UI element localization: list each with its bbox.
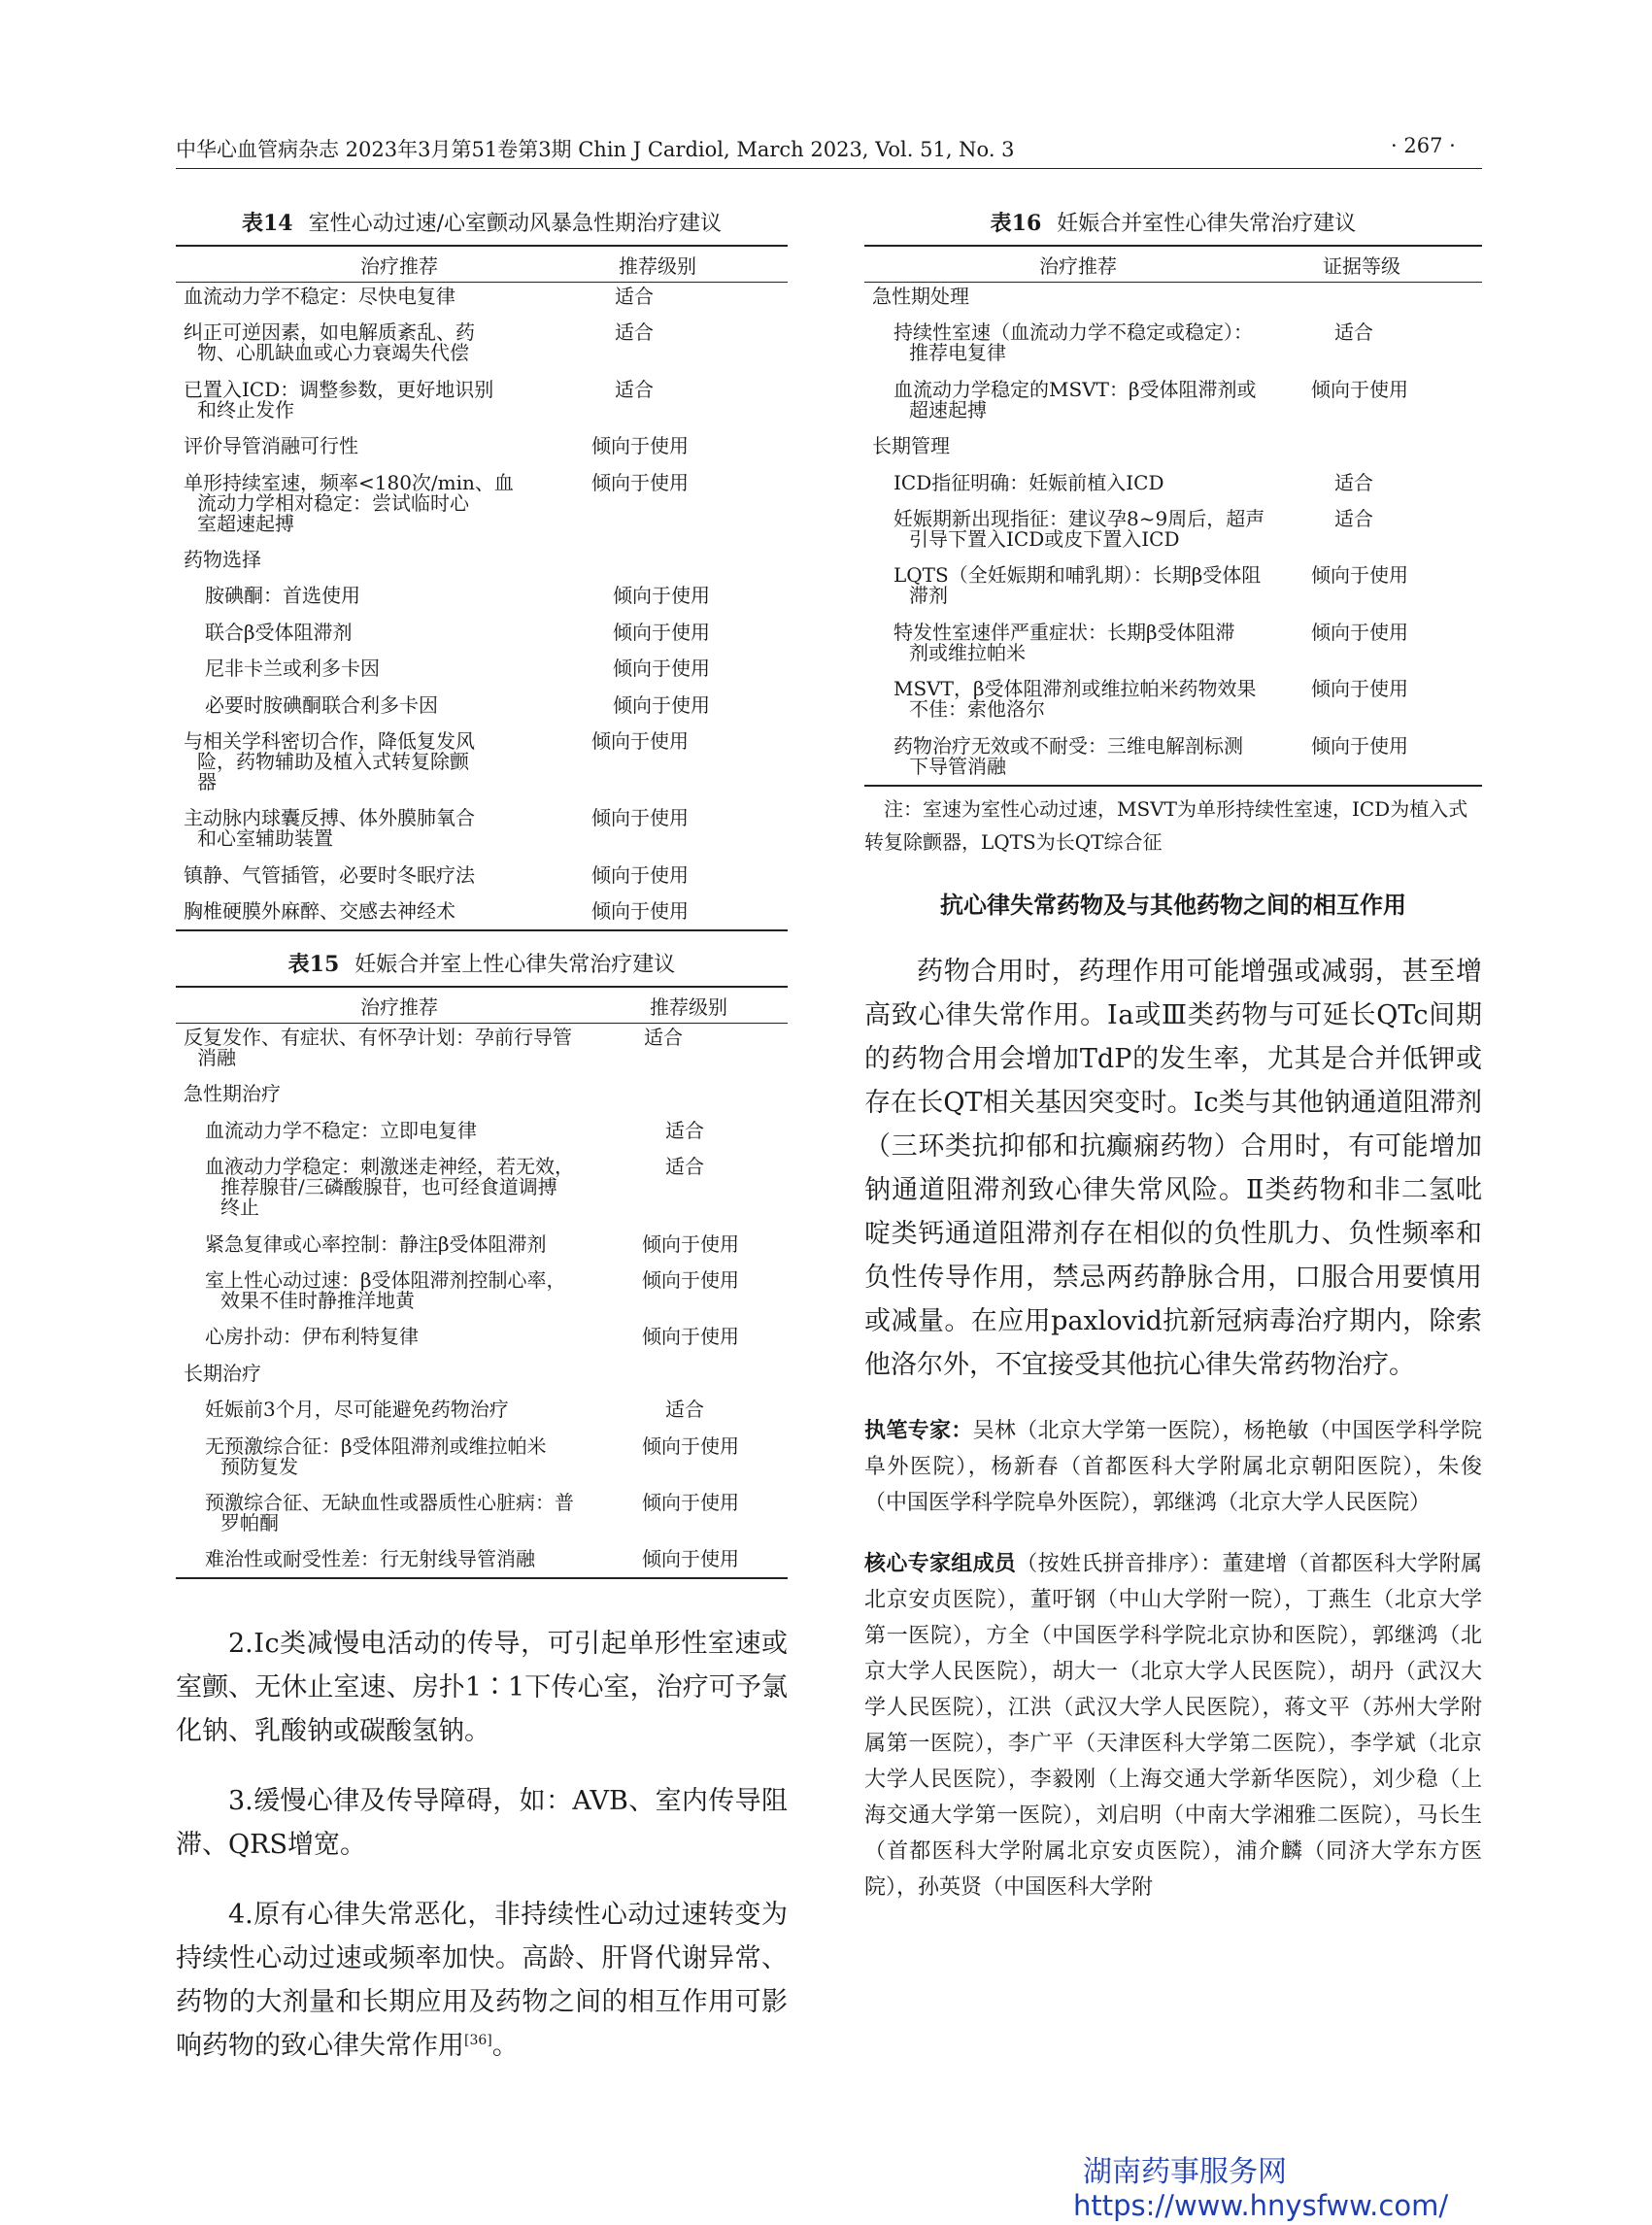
recommendation-text: 无预激综合征：β受体阻滞剂或维拉帕米	[205, 1433, 547, 1458]
recommendation-text: 心房扑动：伊布利特复律	[205, 1325, 419, 1349]
recommendation-cell	[176, 1361, 621, 1385]
level-cell: 倾向于使用	[642, 1268, 739, 1293]
table-row	[176, 808, 788, 849]
table-row	[176, 1361, 788, 1385]
recommendation-text: 评价导管消融可行性	[184, 434, 358, 458]
writers-paragraph	[864, 1413, 1482, 1521]
recommendation-text: LQTS（全妊娠期和哺乳期）：长期β受体阻	[893, 563, 1262, 588]
table-row	[176, 1118, 788, 1142]
recommendation-cell	[176, 586, 613, 606]
recommendation-text: MSVT，β受体阻滞剂或维拉帕米药物效果	[893, 677, 1257, 701]
left-paragraph-3: 3.缓慢心律及传导障碍，如：AVB、室内传导阻滞、QRS增宽。	[176, 1786, 788, 1861]
table16-label: 表16	[990, 211, 1042, 236]
recommendation-text: 已置入ICD：调整参数，更好地识别	[184, 377, 494, 401]
recommendation-cell	[176, 1231, 642, 1256]
table14-caption: 室性心动过速/心室颤动风暴急性期治疗建议	[308, 212, 723, 236]
table-row	[176, 1231, 788, 1256]
table-row	[864, 287, 1482, 307]
recommendation-text: 胸椎硬膜外麻醉、交感去神经术	[184, 899, 455, 924]
table15-caption: 妊娠合并室上性心律失常治疗建议	[354, 953, 676, 978]
table16-header	[864, 247, 1482, 283]
level-cell: 适合	[665, 1155, 704, 1179]
level-cell: 倾向于使用	[1311, 677, 1408, 701]
writers-label: 执笔专家：	[864, 1418, 973, 1443]
table16-caption: 妊娠合并室性心律失常治疗建议	[1057, 212, 1357, 236]
recommendation-text: 引导下置入ICD或皮下置入ICD	[909, 526, 1180, 551]
level-cell: 适合	[1334, 470, 1373, 494]
recommendation-text: 紧急复律或心率控制：静注β受体阻滞剂	[205, 1231, 547, 1256]
level-cell: 适合	[615, 320, 654, 345]
recommendation-cell	[176, 1490, 642, 1534]
level-cell: 倾向于使用	[613, 692, 710, 717]
level-cell: 适合	[615, 285, 654, 308]
recommendation-text: 尼非卡兰或利多卡因	[205, 657, 380, 681]
table16-col2: 证据等级	[1323, 253, 1400, 278]
level-cell: 倾向于使用	[591, 728, 689, 753]
recommendation-text: 胺碘酮：首选使用	[205, 584, 360, 608]
level-cell	[591, 550, 788, 570]
table-row	[176, 658, 788, 679]
table15-label: 表15	[287, 952, 340, 978]
level-cell: 倾向于使用	[1311, 733, 1408, 758]
level-cell: 倾向于使用	[642, 1547, 739, 1571]
recommendation-text: 长期管理	[872, 434, 950, 458]
table-row	[176, 901, 788, 922]
recommendation-cell	[864, 470, 1311, 494]
recommendation-text: 急性期处理	[872, 285, 969, 308]
level-cell: 倾向于使用	[642, 1490, 739, 1514]
level-cell	[621, 1084, 788, 1104]
table15	[176, 986, 788, 1579]
recommendation-text: 预防复发	[220, 1454, 298, 1478]
recommendation-text: 罗帕酮	[220, 1510, 279, 1534]
level-cell: 适合	[615, 377, 654, 401]
recommendation-text: 下导管消融	[909, 754, 1006, 778]
right-column	[864, 206, 1482, 1927]
recommendation-text: 剂或维拉帕米	[909, 640, 1026, 664]
table-row	[176, 862, 788, 887]
recommendation-text: 物、心肌缺血或心力衰竭失代偿	[197, 341, 469, 365]
recommendation-cell	[864, 322, 1311, 363]
level-cell	[1290, 287, 1482, 307]
level-cell: 适合	[1334, 506, 1373, 530]
right-paragraph: 药物合用时，药理作用可能增强或减弱，甚至增高致心律失常作用。Ⅰa或Ⅲ类药物与可延长QTc间期的药物合用会增加TdP的发生率，尤其是合并低钾或存在长QT相关基因突变时。Ⅰc类与其他钠通道阻滞剂（三环类抗抑郁和抗癫痫药物）合用时，有可能增加钠通道阻滞剂致心律失常风险。Ⅱ类药物和非二氢吡啶类钙通道阻滞剂存在相似的负性肌力、负性频率和负性传导作用，禁忌两药静脉合用，口服合用要慎用或减量。在应用paxlovid抗新冠病毒治疗期内，除索他洛尔外，不宜接受其他抗心律失常药物治疗。	[864, 956, 1482, 1380]
recommendation-text: 药物选择	[184, 547, 261, 571]
core-members-text: （按姓氏拼音排序）：董建增（首都医科大学附属北京安贞医院），董吁钢（中山大学附一院），丁燕生（北京大学第一医院），方全（中国医学科学院北京协和医院），郭继鸿（北京大学人民医院），胡大一（北京大学人民医院），胡丹（武汉大学人民医院），江洪（武汉大学人民医院），蒋文平（苏州大学附属第一医院），李广平（天津医科大学第二医院），李学斌（北京大学人民医院），李毅刚（上海交通大学新华医院），刘少稳（上海交通大学第一医院），刘启明（中南大学湘雅二医院），马长生（首都医科大学附属北京安贞医院），浦介麟（同济大学东方医院），孙英贤（中国医科大学附	[864, 1551, 1482, 1900]
left-paragraph-4-text: 4.原有心律失常恶化，非持续性心动过速转变为持续性心动过速或频率加快。高龄、肝肾代谢异常、药物的大剂量和长期应用及药物之间的相互作用可影响药物的致心律失常作用	[176, 1900, 788, 2062]
level-cell	[621, 1364, 788, 1384]
recommendation-cell	[176, 901, 591, 922]
table-row	[864, 436, 1482, 456]
recommendation-text: 超速起搏	[909, 397, 987, 421]
table-row	[176, 377, 788, 421]
table15-header	[176, 988, 788, 1024]
table-row	[176, 1490, 788, 1534]
table14-title	[176, 206, 788, 245]
table-row	[864, 565, 1482, 606]
left-paragraph-4-end: 。	[491, 2031, 519, 2062]
recommendation-text: 药物治疗无效或不耐受：三维电解剖标测	[893, 733, 1243, 758]
recommendation-cell	[864, 620, 1311, 664]
watermark	[1073, 2156, 1448, 2222]
recommendation-cell	[176, 470, 591, 535]
table16-title	[864, 206, 1482, 245]
level-cell: 倾向于使用	[1311, 620, 1408, 644]
recommendation-text: 室超速起搏	[197, 511, 294, 535]
recommendation-text: 单形持续室速，频率<180次/min、血	[184, 470, 514, 494]
recommendation-cell	[176, 1084, 621, 1104]
recommendation-cell	[176, 658, 613, 679]
table15-col1: 治疗推荐	[360, 995, 438, 1019]
table-row	[176, 1399, 788, 1420]
level-cell: 倾向于使用	[1311, 563, 1408, 588]
recommendation-cell	[176, 322, 591, 363]
level-cell: 倾向于使用	[1311, 377, 1408, 401]
recommendation-cell	[176, 1433, 642, 1478]
level-cell: 倾向于使用	[642, 1325, 739, 1349]
recommendation-text: 妊娠期新出现指征：建议孕8~9周后，超声	[893, 506, 1265, 530]
table-row	[864, 620, 1482, 664]
recommendation-cell	[176, 1157, 642, 1218]
level-cell: 适合	[665, 1118, 704, 1142]
recommendation-text: 推荐电复律	[909, 341, 1006, 365]
recommendation-text: 特发性室速伴严重症状：长期β受体阻滞	[893, 620, 1235, 644]
table-row	[176, 586, 788, 606]
recommendation-text: 推荐腺苷/三磷酸腺苷，也可经食道调搏	[220, 1175, 557, 1199]
recommendation-cell	[176, 692, 613, 717]
table-row	[176, 1549, 788, 1569]
table15-col2: 推荐级别	[650, 995, 727, 1019]
recommendation-text: 终止	[220, 1196, 259, 1220]
recommendation-cell	[176, 728, 591, 793]
table14-col1: 治疗推荐	[360, 253, 438, 278]
table-row	[864, 377, 1482, 421]
recommendation-text: 长期治疗	[184, 1361, 261, 1385]
recommendation-text: 滞剂	[909, 584, 948, 608]
recommendation-cell	[864, 287, 1290, 307]
table15-body	[176, 1024, 788, 1577]
recommendation-text: 血流动力学不稳定：立即电复律	[205, 1118, 477, 1142]
table-row	[176, 1433, 788, 1478]
table-row	[864, 733, 1482, 778]
watermark-site-name: 湖南药事服务网	[1083, 2155, 1287, 2189]
table-row	[864, 322, 1482, 363]
recommendation-text: 持续性室速（血流动力学不稳定或稳定）：	[893, 320, 1253, 345]
recommendation-text: 效果不佳时静推洋地黄	[220, 1289, 415, 1313]
recommendation-cell	[864, 377, 1311, 421]
left-column	[176, 206, 788, 2094]
level-cell: 适合	[644, 1026, 683, 1050]
table-row	[176, 1084, 788, 1104]
recommendation-cell	[176, 620, 613, 644]
recommendation-text: 器	[197, 769, 217, 793]
table-row	[176, 620, 788, 644]
table16-col1: 治疗推荐	[1039, 253, 1117, 278]
recommendation-text: 和心室辅助装置	[197, 826, 333, 851]
recommendation-text: 流动力学相对稳定：尝试临时心	[197, 490, 469, 515]
table-row	[864, 679, 1482, 720]
recommendation-text: 血流动力学稳定的MSVT：β受体阻滞剂或	[893, 377, 1257, 401]
recommendation-cell	[176, 1028, 621, 1068]
table-row	[176, 470, 788, 535]
recommendation-cell	[176, 808, 591, 849]
table14-body	[176, 283, 788, 929]
recommendation-text: 急性期治疗	[184, 1082, 281, 1106]
level-cell: 倾向于使用	[591, 899, 689, 924]
running-header: 中华心血管病杂志 2023年3月第51卷第3期 Chin J Cardiol, March 2023, Vol. 51, No. 3	[176, 138, 1015, 161]
recommendation-text: ICD指征明确：妊娠前植入ICD	[893, 470, 1164, 494]
recommendation-cell	[864, 679, 1311, 720]
table-row	[176, 1327, 788, 1347]
recommendation-text: 血液动力学稳定：刺激迷走神经，若无效，	[205, 1155, 574, 1179]
table16	[864, 245, 1482, 787]
level-cell: 倾向于使用	[613, 657, 710, 681]
level-cell	[1290, 436, 1482, 456]
level-cell: 倾向于使用	[591, 470, 689, 494]
core-members-label: 核心专家组成员	[864, 1551, 1017, 1576]
recommendation-cell	[176, 862, 591, 887]
recommendation-text: 室上性心动过速：β受体阻滞剂控制心率，	[205, 1268, 566, 1293]
table14-header	[176, 247, 788, 283]
recommendation-text: 反复发作、有症状、有怀孕计划：孕前行导管	[184, 1026, 572, 1050]
level-cell: 倾向于使用	[613, 620, 710, 644]
recommendation-text: 必要时胺碘酮联合利多卡因	[205, 692, 438, 717]
table15-title	[176, 947, 788, 986]
watermark-url[interactable]: https://www.hnysfww.com/	[1073, 2189, 1449, 2222]
table-row	[176, 1028, 788, 1068]
header-rule	[176, 168, 1482, 169]
recommendation-cell	[176, 547, 591, 571]
recommendation-cell	[864, 506, 1311, 551]
table14-label: 表14	[241, 211, 293, 236]
table-row	[864, 470, 1482, 494]
recommendation-cell	[176, 436, 591, 456]
recommendation-text: 难治性或耐受性差：行无射线导管消融	[205, 1547, 535, 1571]
writers-text: 吴林（北京大学第一医院），杨艳敏（中国医学科学院阜外医院），杨新春（首都医科大学附属北京朝阳医院），朱俊（中国医学科学院阜外医院），郭继鸿（北京大学人民医院）	[864, 1418, 1482, 1515]
level-cell: 适合	[665, 1398, 704, 1422]
level-cell: 倾向于使用	[591, 434, 689, 458]
recommendation-cell	[176, 1399, 642, 1420]
level-cell: 倾向于使用	[642, 1231, 739, 1256]
recommendation-text: 纠正可逆因素，如电解质紊乱、药	[184, 320, 475, 345]
table16-body	[864, 283, 1482, 785]
recommendation-text: 消融	[197, 1046, 236, 1070]
recommendation-cell	[176, 287, 591, 307]
recommendation-cell	[864, 436, 1290, 456]
left-paragraph-2: 2.Ⅰc类减慢电活动的传导，可引起单形性室速或室颤、无休止室速、房扑1∶1下传心室，治疗可予氯化钠、乳酸钠或碳酸氢钠。	[176, 1629, 788, 1747]
level-cell: 倾向于使用	[591, 862, 689, 887]
recommendation-cell	[176, 1118, 642, 1142]
citation-36[interactable]: [36]	[464, 2033, 492, 2049]
table-row	[176, 322, 788, 363]
table-row	[176, 547, 788, 571]
recommendation-cell	[864, 733, 1311, 778]
table-row	[176, 692, 788, 717]
level-cell: 倾向于使用	[591, 806, 689, 830]
core-members-paragraph	[864, 1546, 1482, 1905]
recommendation-text: 和终止发作	[197, 397, 294, 421]
level-cell: 倾向于使用	[613, 584, 710, 608]
recommendation-text: 与相关学科密切合作，降低复发风	[184, 728, 475, 753]
recommendation-text: 险，药物辅助及植入式转复除颤	[197, 749, 469, 773]
table-row	[864, 506, 1482, 551]
left-paragraph-4	[176, 1893, 788, 2068]
recommendation-text: 联合β受体阻滞剂	[205, 620, 353, 644]
table16-note: 注：室速为室性心动过速，MSVT为单形持续性室速，ICD为植入式转复除颤器，LQTS为长QT综合征	[864, 796, 1468, 854]
level-cell: 倾向于使用	[642, 1433, 739, 1458]
recommendation-cell	[176, 1549, 642, 1569]
recommendation-cell	[176, 377, 591, 421]
recommendation-text: 主动脉内球囊反搏、体外膜肺氧合	[184, 806, 475, 830]
recommendation-text: 血流动力学不稳定：尽快电复律	[184, 285, 455, 308]
page-number: · 267 ·	[1391, 134, 1456, 157]
level-cell: 适合	[1334, 320, 1373, 345]
table-row	[176, 287, 788, 307]
table-row	[176, 1157, 788, 1218]
recommendation-cell	[864, 565, 1311, 606]
section-heading: 抗心律失常药物及与其他药物之间的相互作用	[940, 891, 1406, 919]
table14	[176, 245, 788, 931]
table-row	[176, 436, 788, 456]
table-row	[176, 1270, 788, 1311]
recommendation-text: 预激综合征、无缺血性或器质性心脏病：普	[205, 1490, 574, 1514]
table14-col2: 推荐级别	[619, 253, 696, 278]
recommendation-text: 妊娠前3个月，尽可能避免药物治疗	[205, 1398, 509, 1422]
table-row	[176, 728, 788, 793]
recommendation-text: 不佳：索他洛尔	[909, 697, 1045, 722]
recommendation-cell	[176, 1270, 642, 1311]
recommendation-text: 镇静、气管插管，必要时冬眠疗法	[184, 862, 475, 887]
recommendation-cell	[176, 1327, 642, 1347]
